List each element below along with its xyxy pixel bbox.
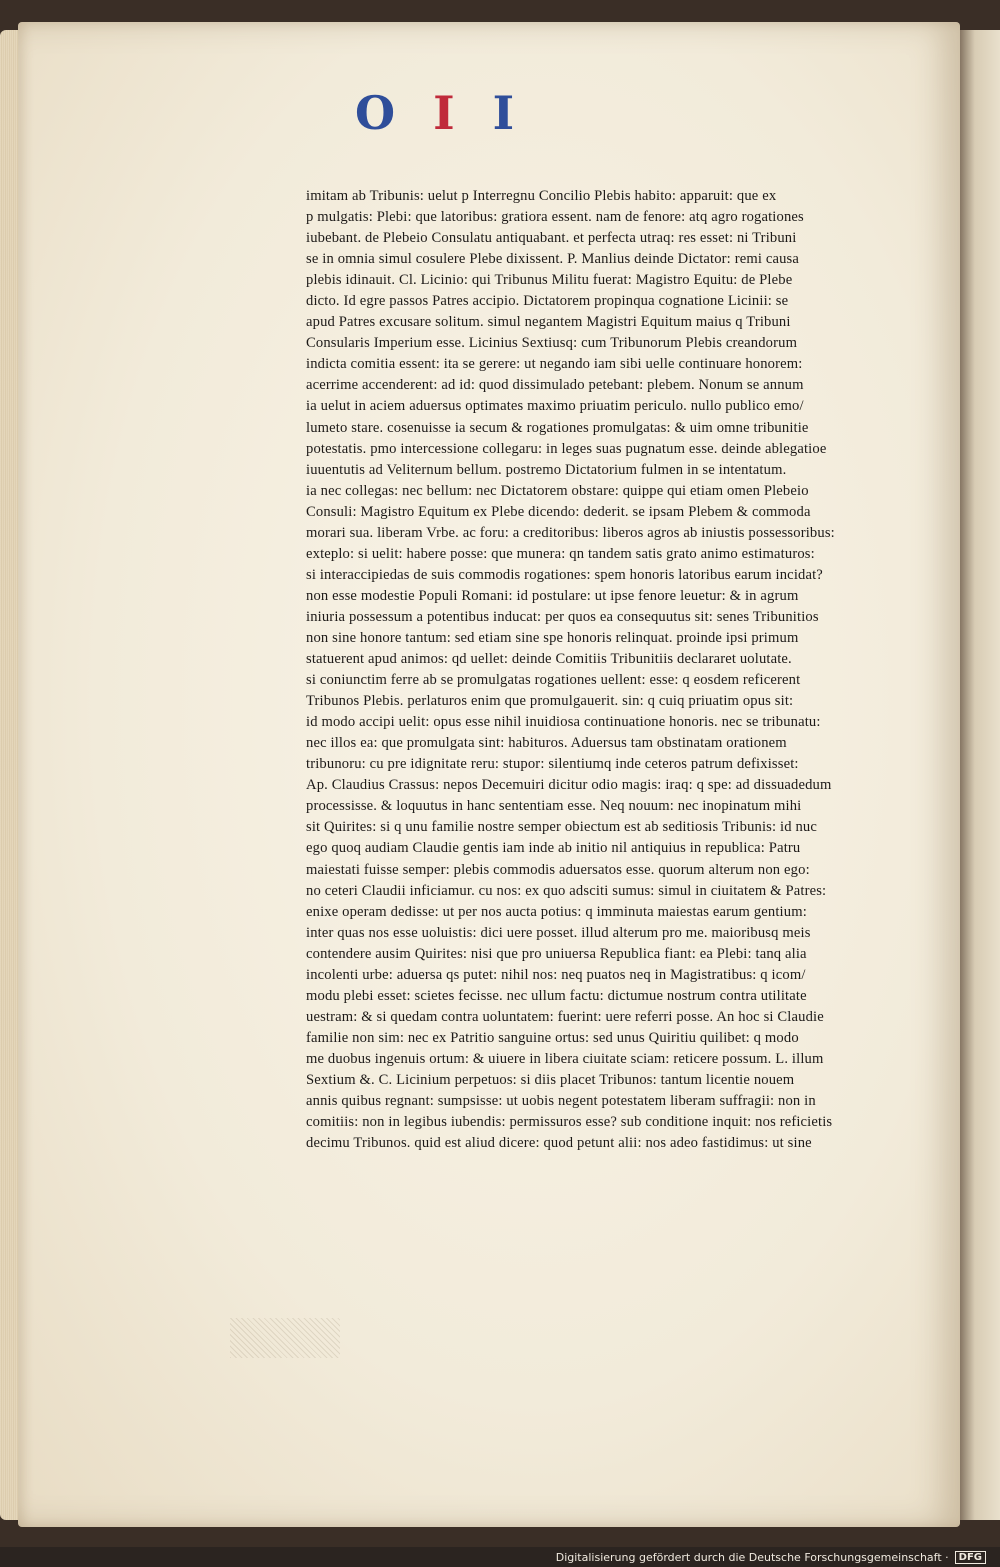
- text-line: nec illos ea: que promulgata sint: habituros. Aduersus tam obstinatam orationem: [306, 735, 787, 752]
- text-line: comitiis: non in legibus iubendis: permissuros esse? sub conditione inquit: nos reficietis: [306, 1114, 833, 1131]
- folio-number: [355, 80, 655, 140]
- text-line: se in omnia simul cosulere Plebe dixissent. P. Manlius deinde Dictator: remi causa: [306, 251, 799, 268]
- text-line: Sextium &. C. Licinium perpetuos: si diis placet Tribunos: tantum licentie nouem: [306, 1071, 795, 1088]
- text-line: annis quibus regnant: sumpsisse: ut uobis negent potestatem liberam suffragii: non in: [306, 1093, 816, 1110]
- text-line: statuerent apud animos: qd uellet: deinde Comitiis Tribunitiis declararet uolutate.: [306, 651, 792, 668]
- text-line: acerrime accenderent: ad id: quod dissimulado petebant: plebem. Nonum se annum: [306, 377, 804, 394]
- text-line: modu plebi esset: scietes fecisse. nec ullum factu: dictumue nostrum contra utilitate: [306, 987, 807, 1004]
- text-line: iuuentutis ad Veliternum bellum. postremo Dictatorium fulmen in se intentatum.: [306, 461, 787, 478]
- text-line: imitam ab Tribunis: uelut p Interregnu Concilio Plebis habito: apparuit: que ex: [306, 188, 777, 204]
- text-line: potestatis. pmo intercessione collegaru: in leges suas pugnatum esse. deinde ablegatioe: [306, 440, 827, 457]
- text-line: iubebant. de Plebeio Consulatu antiquabant. et perfecta utraq: res esset: ni Tribuni: [306, 230, 797, 247]
- text-line: apud Patres excusare solitum. simul negantem Magistri Equitum maius q Tribuni: [306, 314, 791, 331]
- text-line: sit Quirites: si q unu familie nostre semper obiectum est ab seditiosis Tribunis: id nuc: [306, 819, 817, 836]
- footer-bar: [0, 1547, 1000, 1567]
- footer-credit: Digitalisierung gefördert durch die Deutsche Forschungsgemeinschaft ·: [555, 1550, 949, 1564]
- text-line: Consuli: Magistro Equitum ex Plebe dicendo: dederit. se ipsam Plebem & commoda: [306, 503, 811, 520]
- text-line: incolenti urbe: aduersa qs putet: nihil nos: neq puatos neq in Magistratibus: q icom/: [306, 966, 806, 983]
- text-line: id modo accipi uelit: opus esse nihil inuidiosa continuatione honoris. nec se tribunatu:: [306, 714, 821, 731]
- text-line: tribunoru: cu pre idignitate reru: stupor: silentiumq inde ceteros patrum defixisset:: [306, 756, 799, 773]
- text-line: dicto. Id egre passos Patres accipio. Dictatorem propinqua cognatione Licinii: se: [306, 293, 789, 310]
- text-line: inter quas nos esse uoluistis: dici uere posset. illud alterum pro me. maioribusq meis: [306, 924, 811, 941]
- text-line: ia uelut in aciem aduersus optimates maximo priuatim periculo. nullo publico emo/: [306, 398, 804, 415]
- text-line: lumeto stare. cosenuisse ia secum & rogationes promulgatas: & uim omne tribunitie: [306, 419, 809, 436]
- text-line: indicta comitia essent: ita se gerere: ut negando iam sibi uelle continuare honorem:: [306, 356, 803, 373]
- text-line: Tribunos Plebis. perlaturos enim que promulgauerit. sin: q cuiq priuatim opus sit:: [306, 693, 794, 710]
- text-column: [306, 186, 938, 1154]
- text-line: me duobus ingenuis ortum: & uiuere in libera ciuitate sciam: reticere possum. L. illum: [306, 1050, 824, 1067]
- text-line: decimu Tribunos. quid est aliud dicere: quod petunt alii: nos adeo fastidimus: ut sine: [306, 1135, 812, 1152]
- text-line: iniuria possessum a potentibus inducat: per quos ea consequutus sit: senes Tribunitios: [306, 608, 819, 625]
- text-line: morari sua. liberam Vrbe. ac foru: a creditoribus: liberos agros ab iniustis possessoribus:: [306, 524, 835, 541]
- text-line: enixe operam dedisse: ut per nos aucta potius: q imminuta maiestas earum gentium:: [306, 903, 807, 920]
- text-line: ego quoq audiam Claudie gentis iam inde ab initio nil antiquius in republica: Patru: [306, 840, 801, 857]
- dfg-logo: DFG: [955, 1551, 986, 1564]
- text-line: ia nec collegas: nec bellum: nec Dictatorem obstare: quippe qui etiam omen Plebeio: [306, 482, 809, 499]
- text-line: no ceteri Claudii inficiamur. cu nos: ex quo adsciti sumus: simul in ciuitatem & Patres:: [306, 882, 827, 899]
- text-line: maiestati fuisse semper: plebis commodis aduersatos esse. quorum alterum non ego:: [306, 861, 810, 878]
- folio-letter: O: [355, 86, 396, 140]
- faded-stamp: [230, 1318, 340, 1358]
- text-line: non sine honore tantum: sed etiam sine spe honoris relinquat. proinde ipsi primum: [306, 629, 799, 646]
- text-line: contendere ausim Quirites: nisi que pro uniuersa Republica fiant: ea Plebi: tanq alia: [306, 945, 807, 962]
- text-line: plebis idinauit. Cl. Licinio: qui Tribunus Militu fuerat: Magistro Equitu: de Plebe: [306, 272, 793, 289]
- text-line: processisse. & loquutus in hanc sententiam esse. Neq nouum: nec inopinatum mihi: [306, 798, 802, 815]
- text-line: si coniunctim ferre ab se promulgatas rogationes uellent: esse: q eosdem reficerent: [306, 672, 801, 689]
- text-line: familie non sim: nec ex Patritio sanguine ortus: sed unus Quiritiu quilibet: q modo: [306, 1029, 799, 1046]
- text-line: si interaccipiedas de suis commodis rogationes: spem honoris latoribus earum incidat?: [306, 566, 823, 583]
- text-line: Ap. Claudius Crassus: nepos Decemuiri dicitur odio magis: iraq: q spe: ad dissuadedum: [306, 777, 832, 794]
- text-line: uestram: & si quedam contra uoluntatem: fuerint: uere referri posse. An hoc si Claudie: [306, 1008, 824, 1025]
- facing-page-edge: [958, 30, 1000, 1520]
- text-line: exteplo: si uelit: habere posse: que munera: qn tandem satis grato animo estimaturos:: [306, 545, 815, 562]
- text-line: non esse modestie Populi Romani: id postulare: ut ipse fenore leuetur: & in agrum: [306, 587, 799, 604]
- folio-letter: I: [433, 86, 455, 140]
- folio-letter: I: [492, 86, 515, 140]
- text-line: p mulgatis: Plebi: que latoribus: gratiora essent. nam de fenore: atq agro rogationes: [306, 209, 804, 226]
- text-line: Consularis Imperium esse. Licinius Sextiusq: cum Tribunorum Plebis creandorum: [306, 335, 798, 352]
